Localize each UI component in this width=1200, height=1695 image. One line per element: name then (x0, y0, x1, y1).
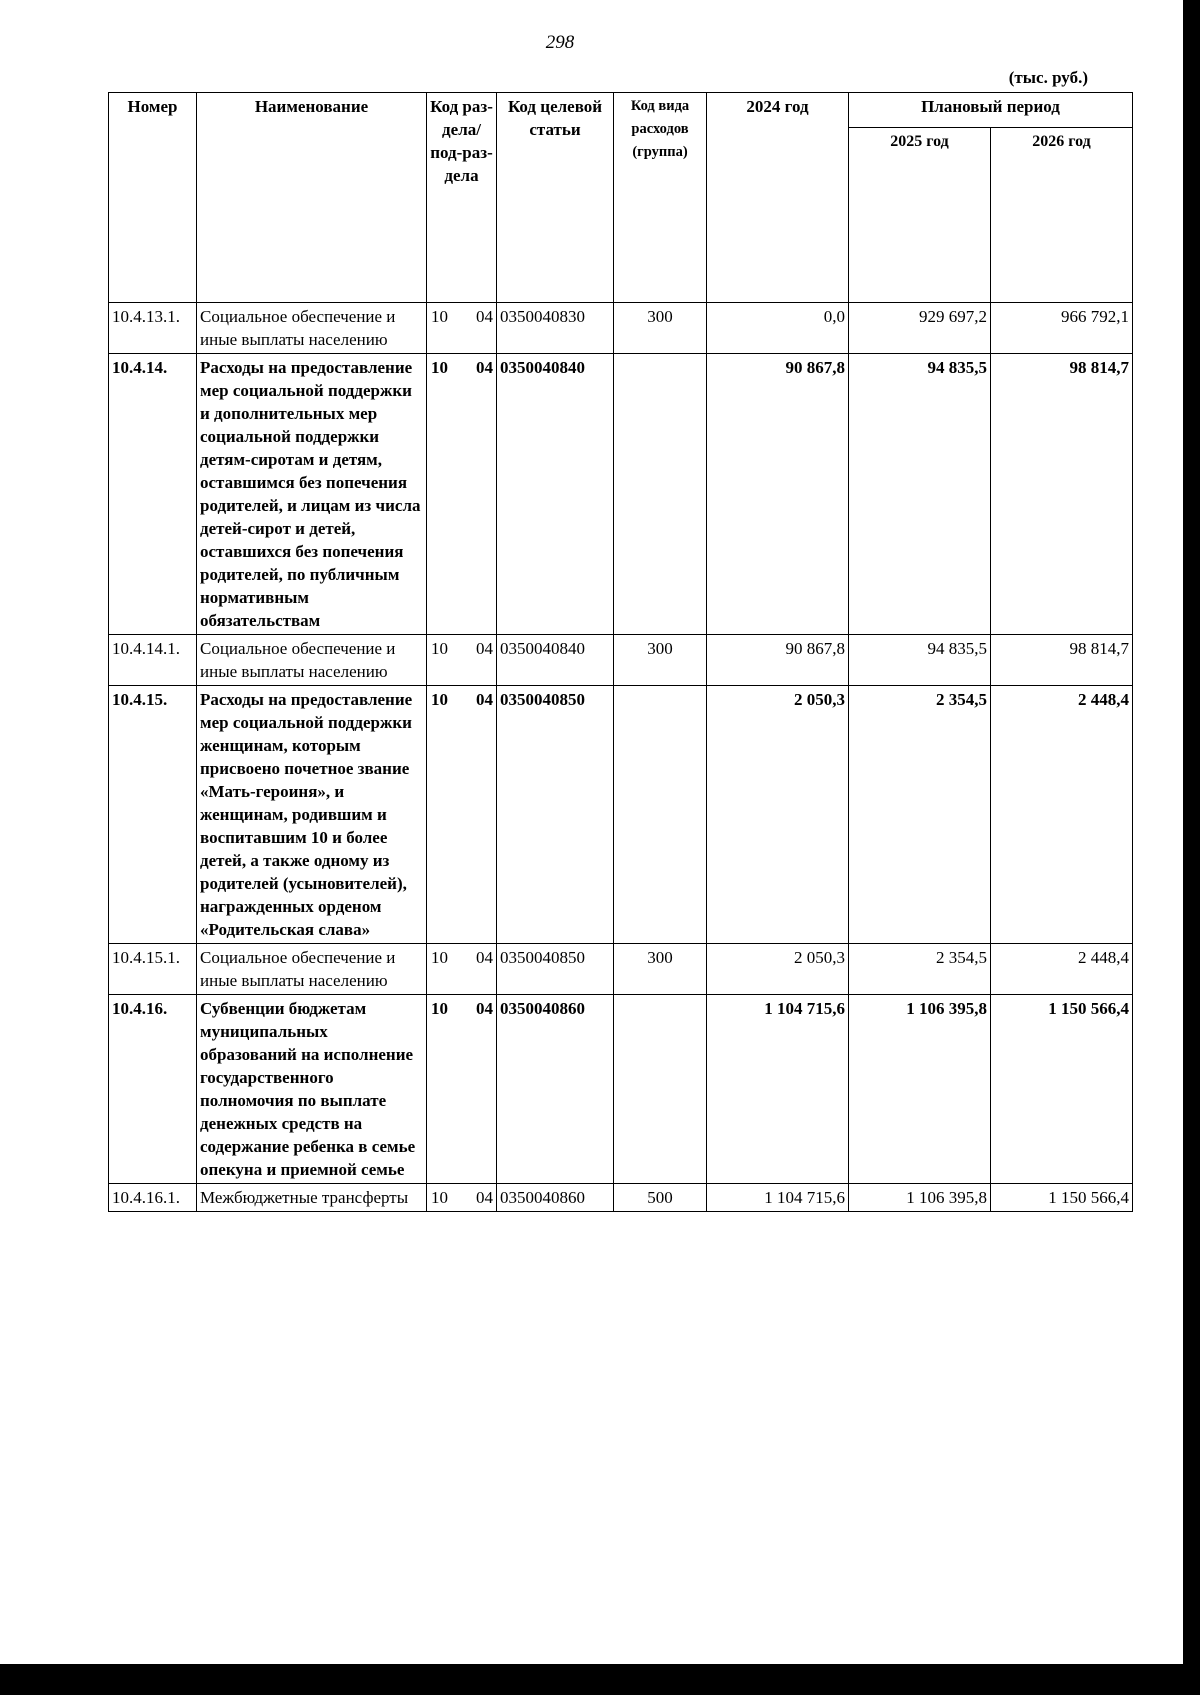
header-2024: 2024 год (707, 93, 849, 303)
row-2026: 1 150 566,4 (991, 1184, 1133, 1212)
row-2025: 94 835,5 (849, 635, 991, 686)
table-row (109, 995, 1133, 1184)
row-razdel: 10 (431, 639, 448, 658)
row-vid: 300 (614, 303, 707, 354)
row-celevaya: 0350040830 (497, 303, 614, 354)
row-2024: 2 050,3 (707, 686, 849, 944)
row-name: Социальное обеспечение и иные выплаты населению (197, 944, 427, 995)
header-celevaya: Код целевой статьи (497, 93, 614, 303)
row-celevaya: 0350040840 (497, 354, 614, 635)
row-razdel: 10 (431, 690, 448, 709)
header-vid: Код вида расходов (группа) (614, 93, 707, 303)
page-number: 298 (545, 32, 575, 53)
row-razdel: 10 (431, 948, 448, 967)
row-name: Социальное обеспечение и иные выплаты населению (197, 635, 427, 686)
scan-border-right (1183, 0, 1200, 1695)
header-2026: 2026 год (991, 128, 1133, 303)
budget-table (108, 92, 1133, 1212)
row-podrazdel: 04 (476, 358, 493, 377)
row-razdel: 10 (431, 999, 448, 1018)
row-vid: 300 (614, 944, 707, 995)
row-nomer: 10.4.14.1. (109, 635, 197, 686)
row-name: Расходы на предоставление мер социальной поддержки женщинам, которым присвоено почетное звание «Мать-героиня», и женщинам, родившим и воспитавшим 10 и более детей, а также одному из родителей (усыновителей), награжденных орденом «Родительская слава» (197, 686, 427, 944)
header-razdel: Код раз-дела/ под-раз-дела (427, 93, 497, 303)
row-podrazdel: 04 (476, 948, 493, 967)
row-2026: 98 814,7 (991, 354, 1133, 635)
row-2026: 98 814,7 (991, 635, 1133, 686)
row-nomer: 10.4.14. (109, 354, 197, 635)
row-2024: 90 867,8 (707, 354, 849, 635)
row-podrazdel: 04 (476, 307, 493, 326)
row-razdel-cell (427, 686, 497, 944)
row-nomer: 10.4.16. (109, 995, 197, 1184)
scan-border-bottom (0, 1664, 1200, 1695)
row-vid (614, 995, 707, 1184)
row-nomer: 10.4.13.1. (109, 303, 197, 354)
table-row (109, 944, 1133, 995)
row-celevaya: 0350040860 (497, 995, 614, 1184)
row-2025: 94 835,5 (849, 354, 991, 635)
row-razdel-cell (427, 1184, 497, 1212)
row-2024: 0,0 (707, 303, 849, 354)
table-body (109, 303, 1133, 1212)
row-2025: 1 106 395,8 (849, 1184, 991, 1212)
row-2024: 2 050,3 (707, 944, 849, 995)
header-name: Наименование (197, 93, 427, 303)
row-2026: 2 448,4 (991, 944, 1133, 995)
row-podrazdel: 04 (476, 1188, 493, 1207)
table-row (109, 635, 1133, 686)
row-nomer: 10.4.16.1. (109, 1184, 197, 1212)
row-2024: 90 867,8 (707, 635, 849, 686)
units-label: (тыс. руб.) (1008, 68, 1088, 87)
row-name: Социальное обеспечение и иные выплаты населению (197, 303, 427, 354)
row-podrazdel: 04 (476, 639, 493, 658)
row-podrazdel: 04 (476, 999, 493, 1018)
row-razdel: 10 (431, 1188, 448, 1207)
row-podrazdel: 04 (476, 690, 493, 709)
row-name: Расходы на предоставление мер социальной поддержки и дополнительных мер социальной поддержки детям-сиротам и детям, оставшимся без попечения родителей, и лицам из числа детей-сирот и детей, оставшихся без попечения родителей, по публичным нормативным обязательствам (197, 354, 427, 635)
row-2025: 2 354,5 (849, 686, 991, 944)
table-row (109, 1184, 1133, 1212)
row-razdel-cell (427, 635, 497, 686)
row-vid (614, 354, 707, 635)
row-2024: 1 104 715,6 (707, 995, 849, 1184)
row-razdel: 10 (431, 307, 448, 326)
row-razdel-cell (427, 303, 497, 354)
table-row (109, 354, 1133, 635)
row-vid: 500 (614, 1184, 707, 1212)
header-nomer: Номер (109, 93, 197, 303)
row-celevaya: 0350040860 (497, 1184, 614, 1212)
row-razdel: 10 (431, 358, 448, 377)
row-2025: 1 106 395,8 (849, 995, 991, 1184)
row-2026: 966 792,1 (991, 303, 1133, 354)
row-celevaya: 0350040850 (497, 686, 614, 944)
row-razdel-cell (427, 944, 497, 995)
row-razdel-cell (427, 995, 497, 1184)
row-2026: 1 150 566,4 (991, 995, 1133, 1184)
row-2026: 2 448,4 (991, 686, 1133, 944)
row-razdel-cell (427, 354, 497, 635)
header-2025: 2025 год (849, 128, 991, 303)
row-2025: 929 697,2 (849, 303, 991, 354)
row-name: Межбюджетные трансферты (197, 1184, 427, 1212)
table-row (109, 686, 1133, 944)
table-row (109, 303, 1133, 354)
row-2024: 1 104 715,6 (707, 1184, 849, 1212)
row-celevaya: 0350040850 (497, 944, 614, 995)
row-2025: 2 354,5 (849, 944, 991, 995)
row-name: Субвенции бюджетам муниципальных образований на исполнение государственного полномочия по выплате денежных средств на содержание ребенка в семье опекуна и приемной семье (197, 995, 427, 1184)
row-nomer: 10.4.15.1. (109, 944, 197, 995)
row-nomer: 10.4.15. (109, 686, 197, 944)
row-vid (614, 686, 707, 944)
row-celevaya: 0350040840 (497, 635, 614, 686)
table-header-row (109, 93, 1133, 128)
row-vid: 300 (614, 635, 707, 686)
header-planned-period: Плановый период (849, 93, 1133, 128)
